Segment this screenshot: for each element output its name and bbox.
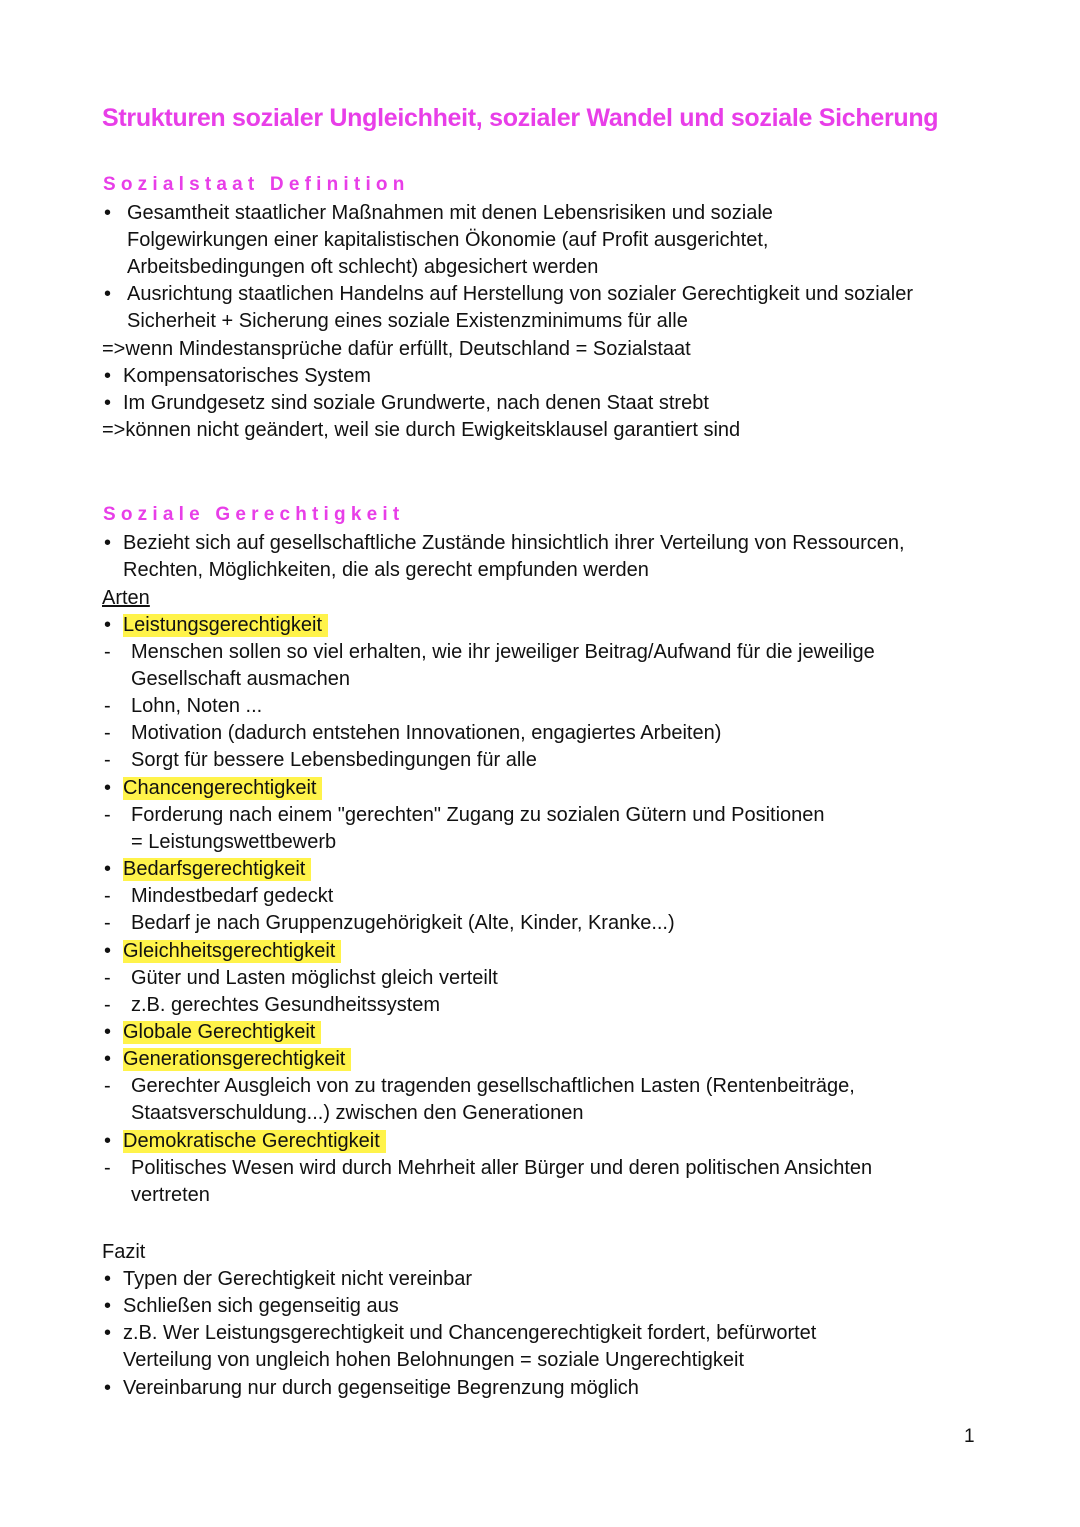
dash-text: Gesellschaft ausmachen bbox=[131, 668, 351, 690]
section-heading-sozialstaat: Sozialstaat Definition bbox=[103, 174, 410, 195]
highlighted-term: Bedarfsgerechtigkeit bbox=[123, 858, 311, 881]
dash-text: = Leistungswettbewerb bbox=[131, 831, 337, 853]
bullet-dot: • bbox=[104, 202, 112, 224]
bullet-dot: • bbox=[104, 1377, 112, 1399]
bullet-text: Vereinbarung nur durch gegenseitige Begrenzung möglich bbox=[123, 1377, 639, 1399]
bullet-text: Schließen sich gegenseitig aus bbox=[123, 1295, 399, 1317]
highlighted-term: Globale Gerechtigkeit bbox=[123, 1021, 321, 1044]
bullet-dot: • bbox=[104, 392, 112, 414]
dash-text: Lohn, Noten ... bbox=[131, 695, 263, 717]
bullet-dot: • bbox=[104, 777, 112, 799]
bullet-text: Rechten, Möglichkeiten, die als gerecht empfunden werden bbox=[123, 559, 649, 581]
justice-type bbox=[123, 612, 328, 639]
dash-text: Staatsverschuldung...) zwischen den Generationen bbox=[131, 1102, 584, 1124]
bullet-dot: • bbox=[104, 858, 112, 880]
bullet-text: z.B. Wer Leistungsgerechtigkeit und Chancengerechtigkeit fordert, befürwortet bbox=[123, 1322, 817, 1344]
bullet-dot: • bbox=[104, 1268, 112, 1290]
dash-mark: - bbox=[104, 967, 111, 989]
dash-mark: - bbox=[104, 722, 111, 744]
dash-text: vertreten bbox=[131, 1184, 210, 1206]
justice-type bbox=[123, 938, 341, 965]
dash-mark: - bbox=[104, 804, 111, 826]
bullet-dot: • bbox=[104, 940, 112, 962]
bullet-dot: • bbox=[104, 1322, 112, 1344]
bullet-text: Kompensatorisches System bbox=[123, 365, 371, 387]
bullet-text: Bezieht sich auf gesellschaftliche Zustände hinsichtlich ihrer Verteilung von Ressourcen, bbox=[123, 532, 905, 554]
dash-text: Sorgt für bessere Lebensbedingungen für alle bbox=[131, 749, 537, 771]
page-number: 1 bbox=[964, 1426, 975, 1447]
dash-text: Gerechter Ausgleich von zu tragenden gesellschaftlichen Lasten (Rentenbeiträge, bbox=[131, 1075, 855, 1097]
highlighted-term: Demokratische Gerechtigkeit bbox=[123, 1130, 386, 1153]
bullet-text: Verteilung von ungleich hohen Belohnungen = soziale Ungerechtigkeit bbox=[123, 1349, 745, 1371]
highlighted-term: Chancengerechtigkeit bbox=[123, 777, 322, 800]
dash-mark: - bbox=[104, 1157, 111, 1179]
bullet-dot: • bbox=[104, 1130, 112, 1152]
dash-text: Politisches Wesen wird durch Mehrheit aller Bürger und deren politischen Ansichten bbox=[131, 1157, 873, 1179]
dash-text: Forderung nach einem "gerechten" Zugang zu sozialen Gütern und Positionen bbox=[131, 804, 825, 826]
dash-mark: - bbox=[104, 1075, 111, 1097]
justice-type bbox=[123, 1046, 351, 1073]
highlighted-term: Leistungsgerechtigkeit bbox=[123, 614, 328, 637]
justice-type bbox=[123, 1128, 386, 1155]
dash-mark: - bbox=[104, 749, 111, 771]
dash-text: Motivation (dadurch entstehen Innovationen, engagiertes Arbeiten) bbox=[131, 722, 722, 744]
fazit-heading: Fazit bbox=[102, 1241, 146, 1263]
dash-text: Menschen sollen so viel erhalten, wie ihr jeweiliger Beitrag/Aufwand für die jeweilige bbox=[131, 641, 875, 663]
dash-mark: - bbox=[104, 695, 111, 717]
dash-text: z.B. gerechtes Gesundheitssystem bbox=[131, 994, 441, 1016]
document-title: Strukturen sozialer Ungleichheit, sozialer Wandel und soziale Sicherung bbox=[102, 104, 939, 132]
bullet-text: Gesamtheit staatlicher Maßnahmen mit denen Lebensrisiken und soziale bbox=[127, 202, 773, 224]
bullet-text: Folgewirkungen einer kapitalistischen Ökonomie (auf Profit ausgerichtet, bbox=[127, 229, 769, 251]
bullet-text: Sicherheit + Sicherung eines soziale Existenzminimums für alle bbox=[127, 310, 688, 332]
dash-mark: - bbox=[104, 994, 111, 1016]
subheading-arten: Arten bbox=[102, 587, 150, 609]
dash-text: Mindestbedarf gedeckt bbox=[131, 885, 334, 907]
arrow-note: =>können nicht geändert, weil sie durch Ewigkeitsklausel garantiert sind bbox=[102, 419, 741, 441]
bullet-text: Arbeitsbedingungen oft schlecht) abgesichert werden bbox=[127, 256, 599, 278]
justice-type bbox=[123, 1019, 321, 1046]
bullet-dot: • bbox=[104, 532, 112, 554]
bullet-dot: • bbox=[104, 365, 112, 387]
bullet-dot: • bbox=[104, 283, 112, 305]
justice-type bbox=[123, 775, 322, 802]
dash-mark: - bbox=[104, 885, 111, 907]
highlighted-term: Gleichheitsgerechtigkeit bbox=[123, 940, 341, 963]
dash-text: Güter und Lasten möglichst gleich verteilt bbox=[131, 967, 498, 989]
justice-type bbox=[123, 856, 311, 883]
bullet-text: Im Grundgesetz sind soziale Grundwerte, nach denen Staat strebt bbox=[123, 392, 709, 414]
dash-mark: - bbox=[104, 912, 111, 934]
dash-mark: - bbox=[104, 641, 111, 663]
bullet-text: Typen der Gerechtigkeit nicht vereinbar bbox=[123, 1268, 473, 1290]
highlighted-term: Generationsgerechtigkeit bbox=[123, 1048, 351, 1071]
section-heading-gerechtigkeit: Soziale Gerechtigkeit bbox=[103, 504, 405, 525]
bullet-dot: • bbox=[104, 1048, 112, 1070]
arrow-note: =>wenn Mindestansprüche dafür erfüllt, Deutschland = Sozialstaat bbox=[102, 338, 691, 360]
bullet-text: Ausrichtung staatlichen Handelns auf Herstellung von sozialer Gerechtigkeit und sozialer bbox=[127, 283, 913, 305]
bullet-dot: • bbox=[104, 1295, 112, 1317]
bullet-dot: • bbox=[104, 614, 112, 636]
bullet-dot: • bbox=[104, 1021, 112, 1043]
dash-text: Bedarf je nach Gruppenzugehörigkeit (Alte, Kinder, Kranke...) bbox=[131, 912, 675, 934]
